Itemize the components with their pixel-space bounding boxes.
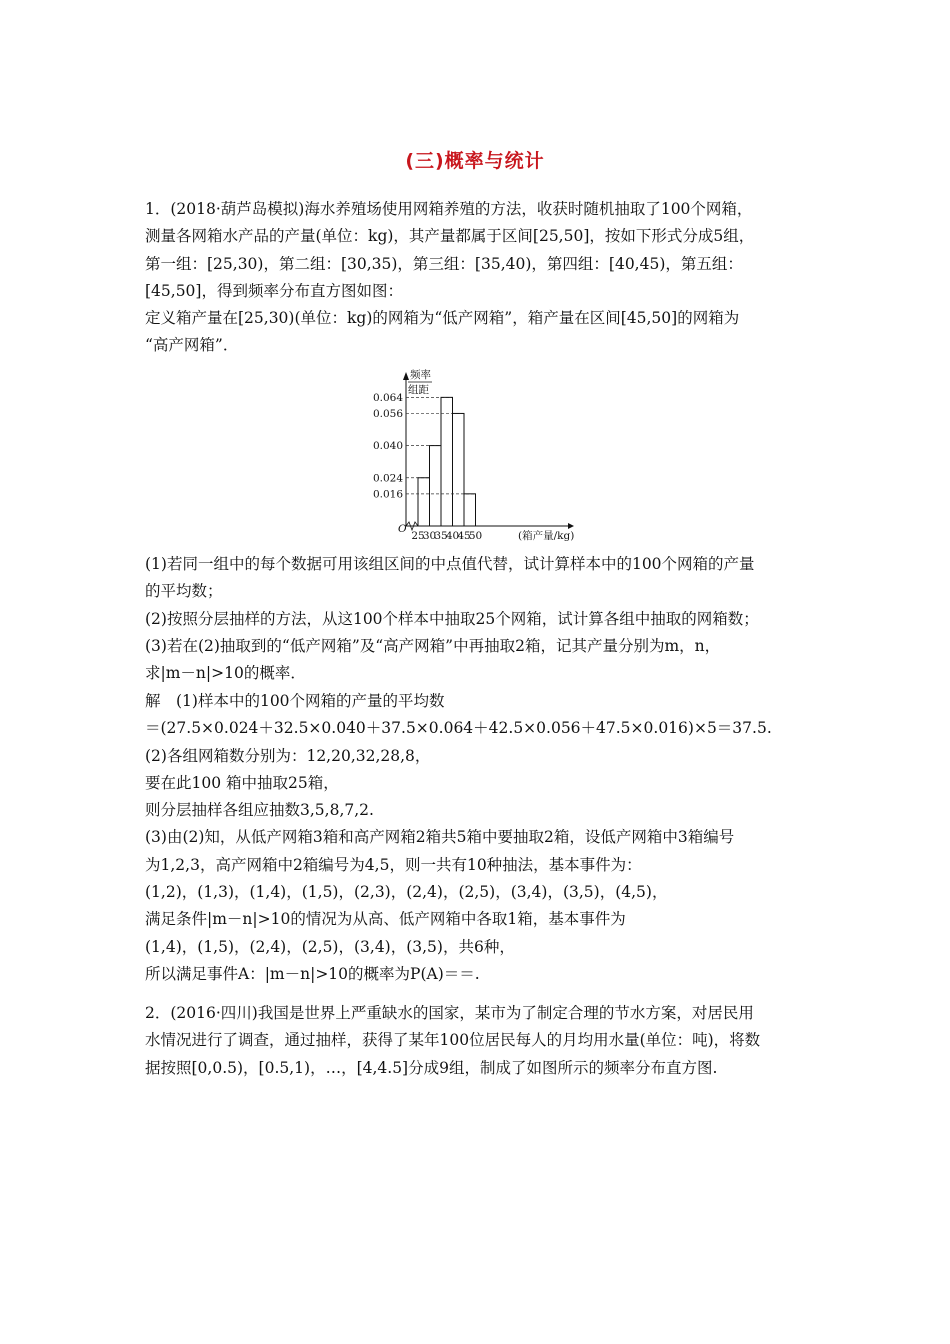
text-line: 解 (1)样本中的100个网箱的产量的平均数 <box>145 692 445 710</box>
text-line: 为1,2,3，高产网箱中2箱编号为4,5，则一共有10种抽法，基本事件为： <box>145 855 642 874</box>
histogram-bar <box>441 397 453 526</box>
x-tick-label: 40 <box>445 530 460 542</box>
text-line: (3)若在(2)抽取到的“低产网箱”及“高产网箱”中再抽取2箱，记其产量分别为m，n， <box>145 636 721 655</box>
y-axis-label-bottom: 组距 <box>408 384 429 396</box>
x-tick-label: 30 <box>422 530 437 542</box>
text-line: 测量各网箱水产品的产量(单位：kg)，其产量都属于区间[25,50]，按如下形式分成5组， <box>145 227 755 246</box>
x-tick-label: 45 <box>457 530 471 542</box>
text-line: 要在此100 箱中抽取25箱， <box>145 773 339 792</box>
y-tick-label: 0.040 <box>372 440 403 453</box>
x-axis-arrow <box>568 523 574 529</box>
y-tick-label: 0.016 <box>372 488 403 501</box>
text-line: (1,4)，(1,5)，(2,4)，(2,5)，(3,4)，(3,5)，共6种， <box>145 937 515 956</box>
y-axis-label-top: 频率 <box>410 369 431 381</box>
text-line: 定义箱产量在[25,30)(单位：kg)的网箱为“低产网箱”，箱产量在区间[45,50]的网箱为 <box>145 309 740 328</box>
text-line: (3)由(2)知，从低产网箱3箱和高产网箱2箱共5箱中要抽取2箱，设低产网箱中3箱编号 <box>145 828 735 847</box>
problem-1-questions <box>145 551 825 687</box>
x-tick-label: 35 <box>434 530 448 542</box>
y-tick-label: 0.024 <box>372 472 403 485</box>
text-line: ＝(27.5×0.024＋32.5×0.040＋37.5×0.064＋42.5×0.056＋47.5×0.016)×5＝37.5. <box>145 719 772 738</box>
histogram-bar <box>453 413 465 526</box>
origin-label: O <box>398 523 407 535</box>
problem-1-statement <box>145 196 825 360</box>
text-line: (2)按照分层抽样的方法，从这100个样本中抽取25个网箱，试计算各组中抽取的网箱数； <box>145 609 759 628</box>
text-line: [45,50]，得到频率分布直方图如图： <box>145 281 403 300</box>
text-line: “高产网箱”． <box>145 336 239 355</box>
x-tick-label: 50 <box>468 530 483 542</box>
x-axis-label: (箱产量/kg) <box>518 530 575 542</box>
text-line: (1,2)，(1,3)，(1,4)，(1,5)，(2,3)，(2,4)，(2,5)，(3,4)，(3,5)，(4,5)， <box>145 883 668 902</box>
problem-2-statement <box>145 1000 825 1082</box>
text-line: 2．(2016·四川)我国是世界上严重缺水的国家，某市为了制定合理的节水方案，对居民用 <box>145 1004 754 1022</box>
text-line: (2)各组网箱数分别为：12,20,32,28,8， <box>145 746 431 765</box>
x-tick-label: 25 <box>411 530 425 542</box>
histogram-bar <box>418 478 430 526</box>
text-line: (1)若同一组中的每个数据可用该组区间的中点值代替，试计算样本中的100个网箱的产量 <box>145 555 755 573</box>
y-tick-label: 0.064 <box>372 391 403 404</box>
frequency-histogram <box>368 368 588 548</box>
text-line: 满足条件|m－n|>10的情况为从高、低产网箱中各取1箱，基本事件为 <box>145 910 626 929</box>
problem-1-solution <box>145 688 825 988</box>
text-line: 所以满足事件A：|m－n|>10的概率为P(A)＝＝. <box>145 964 480 983</box>
histogram-bar <box>464 494 476 526</box>
text-line: 求|m－n|>10的概率． <box>145 664 306 683</box>
histogram-bar <box>430 446 442 526</box>
y-axis-arrow <box>403 372 409 380</box>
page-title: (三)概率与统计 <box>405 150 545 172</box>
text-line: 水情况进行了调查，通过抽样，获得了某年100位居民每人的月均用水量(单位：吨)，将数 <box>145 1031 761 1050</box>
y-tick-label: 0.056 <box>372 407 403 420</box>
text-line: 的平均数； <box>145 582 223 601</box>
text-line: 据按照[0,0.5)，[0.5,1)，…，[4,4.5]分成9组，制成了如图所示的频率分布直方图. <box>145 1058 718 1077</box>
text-line: 第一组：[25,30)，第二组：[30,35)，第三组：[35,40)，第四组：[40,45)，第五组： <box>145 254 743 273</box>
text-line: 则分层抽样各组应抽数3,5,8,7,2. <box>145 801 374 820</box>
text-line: 1．(2018·葫芦岛模拟)海水养殖场使用网箱养殖的方法，收获时随机抽取了100个网箱， <box>145 200 753 218</box>
